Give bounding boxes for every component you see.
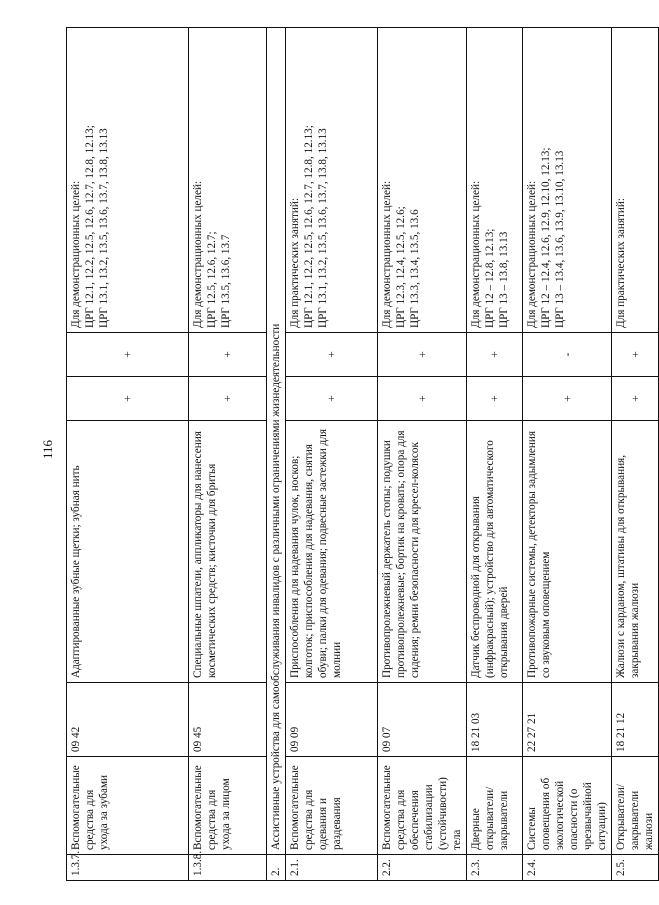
mark-2: -	[523, 333, 612, 377]
mark-2: +	[286, 333, 378, 377]
table-row	[378, 28, 467, 881]
row-number: 2.5.	[612, 855, 659, 881]
table-row	[286, 28, 378, 881]
device-description: Приспособления для надевания чулок, носков; колготок; приспособления для надевания, снятия обуви; палки для одевания; подвесные застежки для молнии	[286, 421, 378, 683]
page-number: 116	[40, 439, 55, 459]
section-title: Ассистивные устройства для самообслуживания инвалидов с различными ограничениями жизнедеятельности	[267, 28, 286, 855]
purpose-text: Для демонстрационных целей: ЦРГ 12.5, 12.6, 12.7; ЦРГ 13.5, 13.6, 13.7	[189, 28, 267, 333]
device-name: Вспомогательные средства для обеспечения стабилизации (устойчивости) тела	[378, 757, 467, 855]
mark-1: +	[378, 377, 467, 421]
row-number: 2.3.	[467, 855, 523, 881]
device-description: Адаптированные зубные щетки; зубная нить	[67, 421, 189, 683]
device-name: Системы оповещения об экологической опасности (о чрезвычайной ситуации)	[523, 757, 612, 855]
row-number: 2.1.	[286, 855, 378, 881]
purpose-text: Для демонстрационных целей: ЦРГ 12.3, 12.4, 12.5, 12.6; ЦРГ 13.3, 13.4, 13.5, 13.6	[378, 28, 467, 333]
device-code: 18 21 03	[467, 683, 523, 757]
device-code: 09 42	[67, 683, 189, 757]
section-row	[267, 28, 286, 881]
mark-2: +	[378, 333, 467, 377]
device-description: Противопролежневый держатель стопы; подушки противопролежневые; бортик на кровать; опора для сидения; ремни безопасности для кресел-колясок	[378, 421, 467, 683]
table-row	[189, 28, 267, 881]
mark-2: +	[67, 333, 189, 377]
purpose-text: Для демонстрационных целей: ЦРГ 12 – 12.4, 12.6, 12.9, 12.10, 12.13; ЦРГ 13 – 13.4, 13.6, 13.9, 13.10, 13.13	[523, 28, 612, 333]
mark-1: +	[189, 377, 267, 421]
device-code: 09 45	[189, 683, 267, 757]
device-description: Противопожарные системы, детекторы задымления со звуковым оповещением	[523, 421, 612, 683]
rotated-table-wrapper	[66, 28, 655, 881]
row-number: 2.2.	[378, 855, 467, 881]
mark-2: +	[189, 333, 267, 377]
table-row	[467, 28, 523, 881]
purpose-text: Для практических занятий:	[612, 28, 659, 333]
mark-1: +	[467, 377, 523, 421]
device-name: Открыватели/закрыватели жалюзи	[612, 757, 659, 855]
table-row	[67, 28, 189, 881]
device-description: Жалюзи с карданом, штативы для открывания, закрывания жалюзи	[612, 421, 659, 683]
row-number: 1.3.8.	[189, 855, 267, 881]
section-number: 2.	[267, 855, 286, 881]
row-number: 1.3.7.	[67, 855, 189, 881]
device-name: Вспомогательные средства для одевания и раздевания	[286, 757, 378, 855]
device-code: 09 09	[286, 683, 378, 757]
mark-1: +	[67, 377, 189, 421]
device-description: Специальные шпатели, аппликаторы для нанесения косметических средств; кисточки для бритья	[189, 421, 267, 683]
equipment-table	[66, 27, 659, 881]
table-row	[612, 28, 659, 881]
purpose-text: Для практических занятий: ЦРГ 12.1, 12.2, 12.5, 12.6, 12.7, 12.8, 12.13; ЦРГ 13.1, 13.2, 13.5, 13.6, 13.7, 13.8, 13.13	[286, 28, 378, 333]
device-name: Вспомогательные средства для ухода за зубами	[67, 757, 189, 855]
mark-2: +	[612, 333, 659, 377]
table-row	[523, 28, 612, 881]
purpose-text: Для демонстрационных целей: ЦРГ 12 – 12.8, 12.13; ЦРГ 13 – 13.8, 13.13	[467, 28, 523, 333]
mark-1: +	[612, 377, 659, 421]
row-number: 2.4.	[523, 855, 612, 881]
device-name: Дверные открыватели/закрыватели	[467, 757, 523, 855]
device-code: 09 07	[378, 683, 467, 757]
device-code: 22 27 21	[523, 683, 612, 757]
mark-1: +	[286, 377, 378, 421]
mark-2: +	[467, 333, 523, 377]
device-description: Датчик беспроводной для открывания (инфракрасный); устройство для автоматического открывания дверей	[467, 421, 523, 683]
purpose-text: Для демонстрационных целей: ЦРГ 12.1, 12.2, 12.5, 12.6, 12.7, 12.8, 12.13; ЦРГ 13.1, 13.2, 13.5, 13.6, 13.7, 13.8, 13.13	[67, 28, 189, 333]
device-code: 18 21 12	[612, 683, 659, 757]
mark-1: +	[523, 377, 612, 421]
device-name: Вспомогательные средства для ухода за лицом	[189, 757, 267, 855]
